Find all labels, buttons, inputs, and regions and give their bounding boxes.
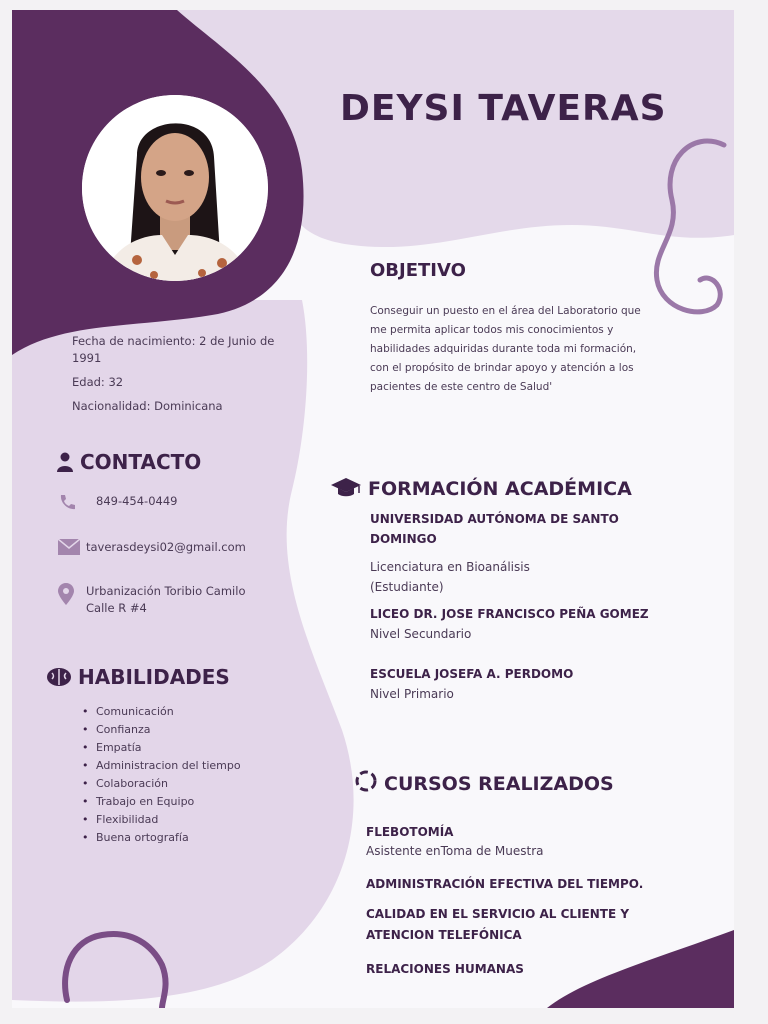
education-item: [370, 664, 670, 704]
education-heading: [330, 476, 632, 500]
objective-text: Conseguir un puesto en el área del Laboratorio que me permita aplicar todos mis conocimientos y habilidades adquiridas durante toda mi formación, con el propósito de brindar apoyo y atención a los pacientes de este centro de Salud': [370, 305, 641, 393]
skills-list: [82, 705, 241, 849]
skills-heading: [46, 665, 230, 689]
profile-photo: [82, 95, 268, 281]
course-item: [366, 874, 666, 895]
objective-title: OBJETIVO: [370, 260, 466, 281]
skill-item: • Buena ortografía: [82, 831, 241, 844]
skill-item: • Flexibilidad: [82, 813, 241, 826]
courses-heading: [354, 769, 614, 795]
candidate-name: DEYSI TAVERAS: [340, 88, 667, 129]
education-title: FORMACIÓN ACADÉMICA: [368, 478, 632, 500]
skill-item: • Administracion del tiempo: [82, 759, 241, 772]
contact-phone: [58, 493, 177, 516]
nationality: Nacionalidad: Dominicana: [72, 399, 223, 413]
skill-item: • Colaboración: [82, 777, 241, 790]
contact-address: [58, 583, 258, 617]
course-item: [366, 959, 666, 980]
course-detail: Asistente enToma de Muestra: [366, 844, 544, 858]
age: Edad: 32: [72, 375, 124, 389]
contact-title: CONTACTO: [80, 450, 202, 474]
birth-date: Fecha de nacimiento: 2 de Junio de 1991: [72, 334, 275, 365]
school-name: ESCUELA JOSEFA A. PERDOMO: [370, 667, 574, 681]
email-address[interactable]: taverasdeysi02@gmail.com: [86, 540, 246, 554]
school-detail-2: (Estudiante): [370, 580, 444, 594]
address-text: Urbanización Toribio Camilo Calle R #4: [86, 584, 246, 615]
phone-number[interactable]: 849-454-0449: [96, 494, 178, 508]
course-item: [366, 822, 666, 859]
resume-page: [12, 10, 734, 1008]
course-name: FLEBOTOMÍA: [366, 825, 454, 839]
personal-info: [72, 333, 287, 422]
contact-email: [58, 539, 246, 560]
education-item: [370, 604, 690, 644]
course-name: CALIDAD EN EL SERVICIO AL CLIENTE Y ATENCION TELEFÓNICA: [366, 907, 630, 942]
skill-item: • Confianza: [82, 723, 241, 736]
skills-title: HABILIDADES: [78, 665, 230, 689]
course-item: [366, 904, 636, 946]
courses-title: CURSOS REALIZADOS: [384, 773, 614, 795]
school-detail: Licenciatura en Bioanálisis: [370, 560, 530, 574]
profile-photo-image: [82, 95, 268, 281]
school-detail: Nivel Secundario: [370, 627, 472, 641]
phone-icon: [58, 493, 86, 516]
course-name: ADMINISTRACIÓN EFECTIVA DEL TIEMPO.: [366, 877, 644, 891]
course-name: RELACIONES HUMANAS: [366, 962, 524, 976]
education-item: [370, 509, 640, 597]
skill-item: • Comunicación: [82, 705, 241, 718]
school-detail: Nivel Primario: [370, 687, 454, 701]
person-icon: [56, 452, 74, 472]
brain-icon: [46, 667, 72, 687]
contact-heading: [56, 450, 201, 474]
location-pin-icon: [58, 583, 86, 610]
graduation-cap-icon: [330, 476, 362, 498]
skill-item: • Trabajo en Equipo: [82, 795, 241, 808]
school-name: UNIVERSIDAD AUTÓNOMA DE SANTO DOMINGO: [370, 512, 619, 546]
school-name: LICEO DR. JOSE FRANCISCO PEÑA GOMEZ: [370, 607, 649, 621]
skill-item: • Empatía: [82, 741, 241, 754]
mail-icon: [58, 539, 86, 560]
refresh-circle-icon: [354, 769, 378, 793]
